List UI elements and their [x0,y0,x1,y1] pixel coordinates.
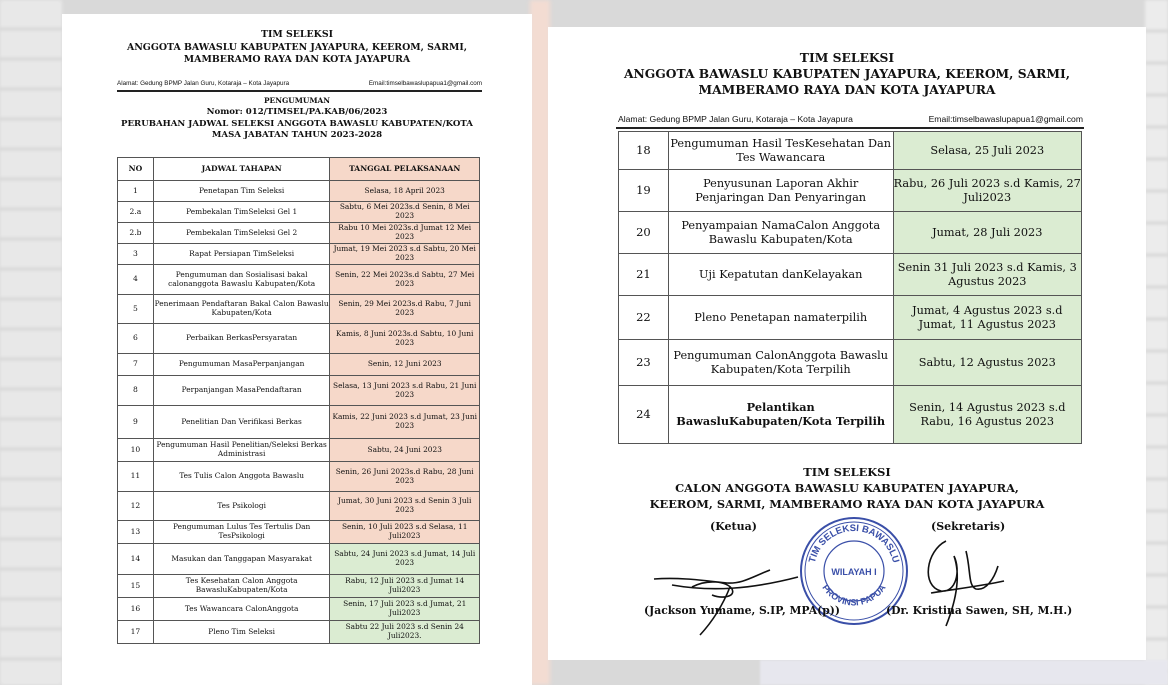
org-line-3: KEEROM, SARMI, MAMBERAMO RAYA DAN KOTA JAYAPURA [649,497,1045,511]
row-number: 17 [118,621,154,644]
row-stage: Pengumuman MasaPerpanjangan [153,354,330,376]
stamp-top-text: TIM SELEKSI BAWASLU [806,522,902,565]
table-row [118,181,480,202]
row-stage: Pengumuman Hasil Penelitian/Seleksi Berkas Administrasi [153,439,330,462]
row-date: Jumat, 19 Mei 2023 s.d Sabtu, 20 Mei 2023 [330,244,480,265]
announcement-title-1: PERUBAHAN JADWAL SELEKSI ANGGOTA BAWASLU KABUPATEN/KOTA [121,118,473,129]
table-row [118,621,480,644]
row-date: Senin, 29 Mei 2023s.d Rabu, 7 Juni 2023 [330,295,480,324]
row-date: Jumat, 4 Agustus 2023 s.d Jumat, 11 Agustus 2023 [893,296,1081,340]
row-date: Sabtu, 24 Juni 2023 [330,439,480,462]
row-stage: Rapat Persiapan TimSeleksi [153,244,330,265]
letterhead-line-2: ANGGOTA BAWASLU KABUPATEN JAYAPURA, KEEROM, SARMI, [623,66,1071,81]
row-stage: Penyusunan Laporan Akhir Penjaringan Dan Penyaringan [668,170,893,212]
signature-organization [548,464,1146,512]
row-number: 3 [118,244,154,265]
row-stage: Perbaikan BerkasPersyaratan [153,324,330,354]
letterhead-rule [616,127,1084,129]
email-text: Email:timselbawaslupapua1@gmail.com [928,114,1083,124]
row-stage: Penyampaian NamaCalon Anggota Bawaslu Kabupaten/Kota [668,212,893,254]
row-number: 8 [118,376,154,406]
row-date: Rabu, 26 Juli 2023 s.d Kamis, 27 Juli2023 [893,170,1081,212]
row-number: 10 [118,439,154,462]
letterhead-line-1: TIM SELEKSI [261,29,333,40]
row-stage: Tes Psikologi [153,492,330,521]
row-stage: Pengumuman CalonAnggota Bawaslu Kabupaten/Kota Terpilih [668,340,893,386]
table-row [118,295,480,324]
row-number: 20 [619,212,669,254]
row-number: 12 [118,492,154,521]
secretary-role: (Sekretaris) [931,520,1006,533]
address-line [117,80,482,87]
row-number: 23 [619,340,669,386]
table-row [619,212,1082,254]
table-row [118,265,480,295]
row-number: 24 [619,386,669,444]
table-row [619,170,1082,212]
row-stage: Pleno Penetapan namaterpilih [668,296,893,340]
announcement-heading [102,95,492,142]
row-stage: Tes Kesehatan Calon Anggota BawasluKabupaten/Kota [153,575,330,598]
row-number: 1 [118,181,154,202]
row-stage: Pleno Tim Seleksi [153,621,330,644]
table-row [118,223,480,244]
row-stage: Pembekalan TimSeleksi Gel 2 [153,223,330,244]
table-row [619,254,1082,296]
row-number: 15 [118,575,154,598]
row-date: Sabtu, 12 Agustus 2023 [893,340,1081,386]
row-date: Selasa, 18 April 2023 [330,181,480,202]
row-date: Rabu 10 Mei 2023s.d Jumat 12 Mei 2023 [330,223,480,244]
row-stage: Tes Wawancara CalonAnggota [153,598,330,621]
row-number: 2.b [118,223,154,244]
row-date: Kamis, 8 Juni 2023s.d Sabtu, 10 Juni 2023 [330,324,480,354]
row-number: 19 [619,170,669,212]
row-date: Senin, 26 Juni 2023s.d Rabu, 28 Juni 2023 [330,462,480,492]
row-date: Senin, 10 Juli 2023 s.d Selasa, 11 Juli2023 [330,521,480,544]
row-date: Sabtu, 24 Juni 2023 s.d Jumat, 14 Juli 2023 [330,544,480,575]
letterhead-rule [117,90,482,92]
stamp-center-text: WILAYAH I [831,567,877,577]
row-stage: Masukan dan Tanggapan Masyarakat [153,544,330,575]
row-date: Senin, 14 Agustus 2023 s.d Rabu, 16 Agustus 2023 [893,386,1081,444]
row-number: 22 [619,296,669,340]
background-blur-bottom [760,660,1168,685]
org-line-2: CALON ANGGOTA BAWASLU KABUPATEN JAYAPURA, [675,481,1019,495]
letterhead-line-1: TIM SELEKSI [799,50,895,65]
row-date: Sabtu 22 Juli 2023 s.d Senin 24 Juli2023. [330,621,480,644]
table-header-row [118,158,480,181]
row-stage: Tes Tulis Calon Anggota Bawaslu [153,462,330,492]
background-blur-right [1145,0,1168,685]
table-row [619,132,1082,170]
row-number: 16 [118,598,154,621]
background-blur-left [0,0,62,685]
row-number: 5 [118,295,154,324]
row-number: 21 [619,254,669,296]
letterhead-line-3: MAMBERAMO RAYA DAN KOTA JAYAPURA [698,82,996,97]
row-stage: Uji Kepatutan danKelayakan [668,254,893,296]
schedule-table-part-2 [618,131,1082,444]
table-row [118,376,480,406]
row-number: 9 [118,406,154,439]
table-row [619,340,1082,386]
background-blur-middle [530,0,550,685]
row-number: 13 [118,521,154,544]
row-date: Senin, 22 Mei 2023s.d Sabtu, 27 Mei 2023 [330,265,480,295]
table-row [118,439,480,462]
row-number: 14 [118,544,154,575]
header-no: NO [118,158,154,181]
table-row [118,202,480,223]
table-row [118,544,480,575]
chair-signature [652,537,802,637]
table-row [118,462,480,492]
row-stage: Pengumuman Hasil TesKesehatan Dan Tes Wawancara [668,132,893,170]
chair-name: (Jackson Yumame, S.IP, MPA(p)) [644,604,841,617]
table-row [118,575,480,598]
row-date: Sabtu, 6 Mei 2023s.d Senin, 8 Mei 2023 [330,202,480,223]
row-date: Senin, 17 Juli 2023 s.d Jumat, 21 Juli2023 [330,598,480,621]
row-date: Jumat, 28 Juli 2023 [893,212,1081,254]
document-page-2 [548,27,1146,660]
table-row [118,324,480,354]
row-stage: Pembekalan TimSeleksi Gel 1 [153,202,330,223]
schedule-table-part-1 [117,157,480,644]
row-number: 6 [118,324,154,354]
address-text: Alamat: Gedung BPMP Jalan Guru, Kotaraja – Kota Jayapura [618,114,853,124]
email-text: Email:timselbawaslupapua1@gmail.com [368,80,482,87]
row-date: Kamis, 22 Juni 2023 s.d Jumat, 23 Juni 2023 [330,406,480,439]
row-number: 11 [118,462,154,492]
table-row [619,386,1082,444]
address-text: Alamat: Gedung BPMP Jalan Guru, Kotaraja – Kota Jayapura [117,80,290,87]
letterhead [62,29,532,67]
letterhead-line-3: MAMBERAMO RAYA DAN KOTA JAYAPURA [183,54,411,65]
row-stage: Penelitian Dan Verifikasi Berkas [153,406,330,439]
row-stage: Pengumuman dan Sosialisasi bakal calonanggota Bawaslu Kabupaten/Kota [153,265,330,295]
row-date: Senin, 12 Juni 2023 [330,354,480,376]
letterhead [548,50,1146,98]
address-line [618,114,1083,124]
table-row [118,406,480,439]
table-row [118,598,480,621]
announcement-label: PENGUMUMAN [264,96,330,105]
row-stage: Pelantikan BawasluKabupaten/Kota Terpilih [668,386,893,444]
table-row [118,354,480,376]
announcement-title-2: MASA JABATAN TAHUN 2023-2028 [211,130,383,141]
header-date: TANGGAL PELAKSANAAN [330,158,480,181]
stamp-bottom-text: PROVINSI PAPUA [820,582,888,608]
org-line-1: TIM SELEKSI [803,465,891,479]
row-date: Selasa, 25 Juli 2023 [893,132,1081,170]
letterhead-line-2: ANGGOTA BAWASLU KABUPATEN JAYAPURA, KEEROM, SARMI, [126,41,468,53]
header-stage: JADWAL TAHAPAN [153,158,330,181]
row-date: Selasa, 13 Juni 2023 s.d Rabu, 21 Juni 2023 [330,376,480,406]
row-number: 18 [619,132,669,170]
secretary-name: (Dr. Kristina Sawen, SH, M.H.) [886,604,1073,617]
row-number: 2.a [118,202,154,223]
row-date: Senin 31 Juli 2023 s.d Kamis, 3 Agustus 2023 [893,254,1081,296]
row-number: 4 [118,265,154,295]
document-page-1 [62,14,532,685]
table-row [118,521,480,544]
table-row [118,492,480,521]
row-number: 7 [118,354,154,376]
row-stage: Pengumuman Lulus Tes Tertulis Dan TesPsikologi [153,521,330,544]
row-stage: Penerimaan Pendaftaran Bakal Calon Bawaslu Kabupaten/Kota [153,295,330,324]
row-stage: Perpanjangan MasaPendaftaran [153,376,330,406]
row-date: Rabu, 12 Juli 2023 s.d Jumat 14 Juli2023 [330,575,480,598]
table-row [118,244,480,265]
table-row [619,296,1082,340]
announcement-number: Nomor: 012/TIMSEL/PA.KAB/06/2023 [206,106,388,117]
row-stage: Penetapan Tim Seleksi [153,181,330,202]
chair-role: (Ketua) [710,520,757,533]
row-date: Jumat, 30 Juni 2023 s.d Senin 3 Juli 2023 [330,492,480,521]
